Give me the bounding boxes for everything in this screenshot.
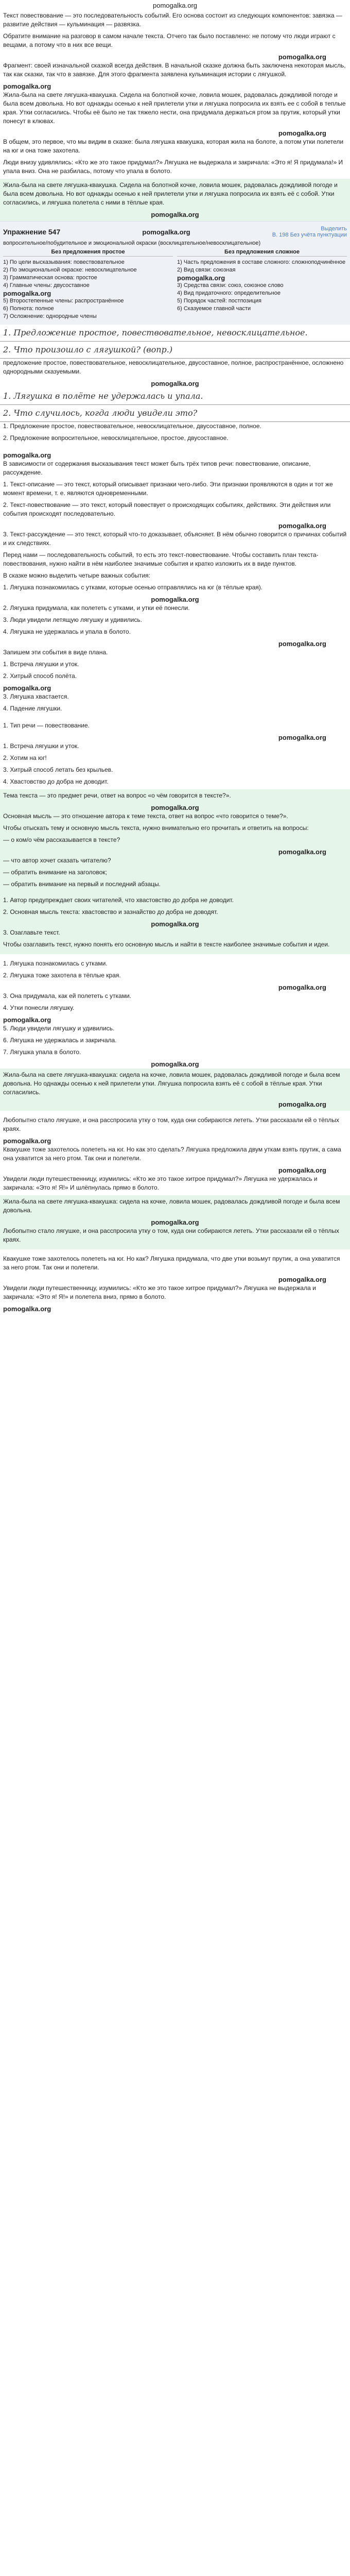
col-right-item: 3) Средства связи: союз, союзное слово — [177, 282, 284, 289]
exercise-meta — [272, 226, 347, 238]
watermark: pomogalka.org — [278, 129, 326, 137]
band3-line: 1. Автор предупреждает своих читателей, что хвастовство до добра не доводит. — [3, 896, 234, 904]
band2-line: Тема текста — это предмет речи, ответ на вопрос «о чём говорится в тексте?». — [3, 792, 231, 799]
watermark: pomogalka.org — [3, 451, 51, 459]
band2-line: — обратить внимание на заголовок; — [3, 869, 107, 876]
watermark: pomogalka.org — [3, 290, 51, 297]
closing-section — [0, 1111, 350, 1192]
watermark: pomogalka.org — [3, 82, 51, 90]
watermark: pomogalka.org — [151, 804, 199, 811]
event-item: 3. Она придумала, как ей полететь с утками. — [3, 992, 132, 999]
plan-item: 3. Лягушка хвастается. — [3, 693, 69, 700]
exercise-col-right — [177, 248, 347, 320]
col-left-item: 2) По эмоциональной окраске: невосклицательное — [3, 267, 137, 273]
watermark: pomogalka.org — [177, 274, 225, 282]
plan-title: Запишем эти события в виде плана. — [3, 649, 108, 656]
event-item: 4. Утки понесли лягушку. — [3, 1004, 75, 1011]
after-hand-1 — [0, 359, 350, 388]
intro-section — [0, 11, 350, 176]
band2-line: Чтобы отыскать тему и основную мысль текста, нужно внимательно его прочитать и ответить на вопросы: — [3, 824, 309, 832]
handwritten-line-3: 1. Лягушка в полёте не удержалась и упала. — [0, 388, 350, 405]
col-right-heading: Без предложения сложное — [177, 248, 347, 257]
event-item: 7. Лягушка упала в болото. — [3, 1048, 81, 1056]
watermark: pomogalka.org — [151, 380, 199, 387]
watermark: pomogalka.org — [278, 1276, 326, 1283]
theory-para: Перед нами — последовательность событий, то есть это текст-повествование. Чтобы составить план текста-повествования, нужно найти в нём наиболее значимые события и кратко изложить их в виде пунктов. — [3, 551, 319, 567]
theory-para: 1. Текст-описание — это текст, который описывает признаки чего-либо. Эти признаки проявляются в один и тот же момент времени, т. е. являются одновременными. — [3, 481, 333, 497]
watermark: pomogalka.org — [3, 1305, 51, 1313]
theory-para: 3. Текст-рассуждение — это текст, который что-то доказывает, объясняет. В нём обычно говорится о причинах событий и их следствиях. — [3, 531, 347, 547]
intro-para-4: Жила-была на свете лягушка-квакушка. Сидела на болотной кочке, ловила мошек, радовалась дождливой погоде и была всем довольна. Но вот однажды осенью к ней прилетели утки и лягушка попросила их взять ее с собой в теплые края. Утки согласились. Чтобы её было не так тяжело нести, она придумала держаться ртом за прутик, который утки понесут в клювах. — [3, 91, 346, 125]
theory-para: 2. Текст-повествование — это текст, который повествует о происходящих событиях, действиях. Эти действия или события происходят последовательно. — [3, 501, 331, 517]
watermark: pomogalka.org — [151, 211, 199, 218]
theory-para: 3. Люди увидели летящую лягушку и удивились. — [3, 616, 142, 623]
watermark: pomogalka.org — [278, 53, 326, 61]
closing-para: Увидели люди путешественницу, изумились: «Кто же это такое хитрое придумал?» Лягушка не удержалась и закричала: «Это я! Я!» И шлёпнулась прямо в болото. — [3, 1175, 318, 1191]
plan2-item: 4. Хвастовство до добра не доводит. — [3, 778, 109, 785]
watermark: pomogalka.org — [3, 684, 51, 692]
event-list — [0, 954, 350, 1069]
highlight-band-3 — [0, 894, 350, 954]
highlight-band-5 — [0, 1195, 350, 1249]
after-hand-text: 1. Предложение простое, повествовательное, невосклицательное, двусоставное, полное. — [3, 422, 261, 430]
watermark: pomogalka.org — [278, 984, 326, 991]
after-hand-2 — [0, 422, 350, 443]
band4-text: Жила-была на свете лягушка-квакушка: сидела на кочке, ловила мошек, радовалась дождливой погоде и была всем довольна. Но однажды осенью к ней прилетели утки. Лягушка попросила взять её с собой в тёплые края. Утки согласились. — [3, 1071, 340, 1096]
exercise-title: Упражнение 547 — [3, 228, 61, 236]
watermark: pomogalka.org — [151, 596, 199, 603]
watermark: pomogalka.org — [151, 920, 199, 928]
plan2-title: 1. Тип речи — повествование. — [3, 722, 90, 729]
exercise-right-top: Выделить — [321, 226, 347, 232]
theory-para: В зависимости от содержания высказывания текст может быть трёх типов речи: повествование, описание, рассуждение. — [3, 460, 311, 476]
plan-item: 4. Падение лягушки. — [3, 705, 62, 712]
after-hand-text: 2. Предложение вопросительное, невосклицательное, простое, двусоставное. — [3, 434, 229, 442]
theory-section — [0, 451, 350, 786]
col-left-item: 4) Главные члены: двусоставное — [3, 282, 90, 289]
watermark: pomogalka.org — [278, 522, 326, 530]
handwritten-line-4: 2. Что случилось, когда люди увидели это? — [0, 405, 350, 422]
col-right-item: 4) Вид придаточного: определительное — [177, 290, 281, 296]
col-right-item: 6) Сказуемое главной части — [177, 306, 251, 312]
exercise-header — [3, 226, 347, 238]
exercise-col-left — [3, 248, 173, 320]
watermark: pomogalka.org — [3, 1137, 51, 1145]
intro-para-5: В общем, это первое, что мы видим в сказке: была лягушка квакушка, которая жила на болоте, а потом утки полетели на юг и она тоже захотела. — [3, 138, 344, 154]
watermark: pomogalka.org — [151, 1218, 199, 1226]
plan2-item: 3. Хитрый способ летать без крыльев. — [3, 766, 113, 773]
col-left-heading: Без предложения простое — [3, 248, 173, 257]
closing-para: Квакушке тоже захотелось полететь на юг. Но как это сделать? Лягушка предложила двум уткам взять прутик, а сама она ухватится за него ртом. Так они и полетели. — [3, 1146, 341, 1162]
watermark: pomogalka.org — [278, 1166, 326, 1174]
band1-text: Жила-была на свете лягушка-квакушка. Сидела на болотной кочке, ловила мошек, радовалась дождливой погоде и была всем довольна. Но вот однажды осенью к ней прилетели утки и лягушка попросила их взять её с собой. Утки согласились, и лягушка полетела с ними в тёплые края. — [3, 181, 338, 206]
plan-item: 1. Встреча лягушки и уток. — [3, 660, 79, 668]
plan-item: 2. Хитрый способ полёта. — [3, 672, 77, 680]
band5-line: Любопытно стало лягушке, и она расспросила утку о том, куда они собираются лететь. Утки рассказали ей о тёплых краях. — [3, 1227, 339, 1243]
highlight-band-2 — [0, 789, 350, 894]
after-hand-text: предложение простое, повествовательное, невосклицательное, двусоставное, полное, распространённое, осложнено однородными сказуемыми. — [3, 359, 344, 375]
col-left-item: 1) По цели высказывания: повествовательное — [3, 259, 125, 265]
col-left-item: 5) Второстепенные члены: распространённое — [3, 298, 124, 304]
site-header[interactable]: pomogalka.org — [153, 2, 197, 9]
event-item: 1. Лягушка познакомилась с утками. — [3, 960, 108, 967]
band2-line: — обратить внимание на первый и последний абзацы. — [3, 880, 161, 888]
final-section — [0, 1249, 350, 1313]
intro-para-2: Обратите внимание на разговор в самом начале текста. Отчего так было поставлено: не потому что люди играют с вещами, а потому что в них все вещи. — [3, 32, 336, 48]
exercise-columns — [3, 248, 347, 320]
intro-para-3: Фрагмент: своей изначальной сказкой всегда действия. В начальной сказке должна быть заключена некоторая мысль, так как сказки, так что в завязке. Для этого фрагмента заявлена кульминация истории с лягушкой. — [3, 62, 346, 78]
band2-line: — что автор хочет сказать читателю? — [3, 857, 111, 864]
theory-para: 4. Лягушка не удержалась и упала в болото. — [3, 628, 131, 635]
event-item: 5. Люди увидели лягушку и удивились. — [3, 1025, 115, 1032]
intro-para-6: Люди внизу удивлялись: «Кто же это такое придумал?» Лягушка не выдержала и закричала: «Это я! Я придумала!» И упала вниз. Она не разбилась, потому что упала в болото. — [3, 159, 343, 175]
exercise-block — [0, 221, 350, 325]
col-left-item: 6) Полнота: полное — [3, 306, 54, 312]
watermark: pomogalka.org — [3, 1016, 51, 1024]
event-item: 6. Лягушка не удержалась и закричала. — [3, 1037, 117, 1044]
theory-para: 1. Лягушка познакомилась с утками, которые осенью отправлялись на юг (в тёплые края). — [3, 584, 263, 591]
watermark: pomogalka.org — [278, 734, 326, 741]
handwritten-line-1: 1. Предложение простое, повествовательное, невосклицательное. — [0, 325, 350, 342]
final-para: Увидели люди путешественницу, изумились: «Кто же это такое хитрое придумал?» Лягушка не выдержала и закричала: «Это я! Я!» и полетела вниз, прямо в болото. — [3, 1284, 316, 1300]
col-left-item: 3) Грамматическая основа: простое — [3, 275, 97, 281]
exercise-page-ref: В. 198 — [272, 232, 289, 238]
band3-line: Чтобы озаглавить текст, нужно понять его основную мысль и найти в тексте наиболее значимые события и идеи. — [3, 941, 330, 948]
theory-para: 2. Лягушка придумала, как полететь с утками, и утки её понесли. — [3, 604, 190, 612]
intro-para-1: Текст повествование — это последовательность событий. Его основа состоит из следующих компонентов: завязка — развитие действия — кульминация — развязка. — [3, 12, 342, 28]
watermark: pomogalka.org — [142, 228, 190, 236]
exercise-desc: вопросительное/побудительное и эмоциональной окраски (восклицательное/невосклицательное) — [3, 240, 261, 246]
watermark: pomogalka.org — [151, 1060, 199, 1068]
band3-line: 3. Озаглавьте текст. — [3, 929, 60, 936]
watermark: pomogalka.org — [278, 640, 326, 648]
highlight-band-1 — [0, 179, 350, 221]
final-para: Квакушке тоже захотелось полететь на юг. Но как? Лягушка придумала, что две утки возьмут прутик, а она ухватится за него ртом. Так они и полетели. — [3, 1255, 340, 1271]
handwritten-line-2: 2. Что произошло с лягушкой? (вопр.) — [0, 342, 350, 359]
highlight-band-4 — [0, 1069, 350, 1111]
col-right-item: 5) Порядок частей: постпозиция — [177, 298, 262, 304]
watermark: pomogalka.org — [278, 1100, 326, 1108]
band2-line: Основная мысль — это отношение автора к теме текста, ответ на вопрос «что говорится о теме?». — [3, 812, 288, 820]
col-right-item: 1) Часть предложения в составе сложного: сложноподчинённое — [177, 259, 346, 265]
col-left-item: 7) Осложнение: однородные члены — [3, 313, 97, 319]
watermark: pomogalka.org — [278, 848, 326, 856]
theory-para: В сказке можно выделить четыре важных события: — [3, 572, 150, 579]
band5-line: Жила-была на свете лягушка-квакушка: сидела на кочке, ловила мошек, радовалась дождливой погоде и была всем довольна. — [3, 1198, 340, 1214]
exercise-link[interactable]: Без учёта пунктуации — [290, 232, 347, 238]
band2-line: — о ком/о чём рассказывается в тексте? — [3, 836, 120, 843]
plan2-item: 1. Встреча лягушки и уток. — [3, 742, 79, 750]
col-right-item: 2) Вид связи: союзная — [177, 267, 236, 273]
closing-para: Любопытно стало лягушке, и она расспросила утку о том, куда они собираются лететь. Утки рассказали ей о тёплых краях. — [3, 1116, 339, 1132]
band3-line: 2. Основная мысль текста: хвастовство и зазнайство до добра не доводят. — [3, 908, 218, 916]
event-item: 2. Лягушка тоже захотела в тёплые края. — [3, 972, 121, 979]
plan2-item: 2. Хотим на юг! — [3, 754, 47, 761]
